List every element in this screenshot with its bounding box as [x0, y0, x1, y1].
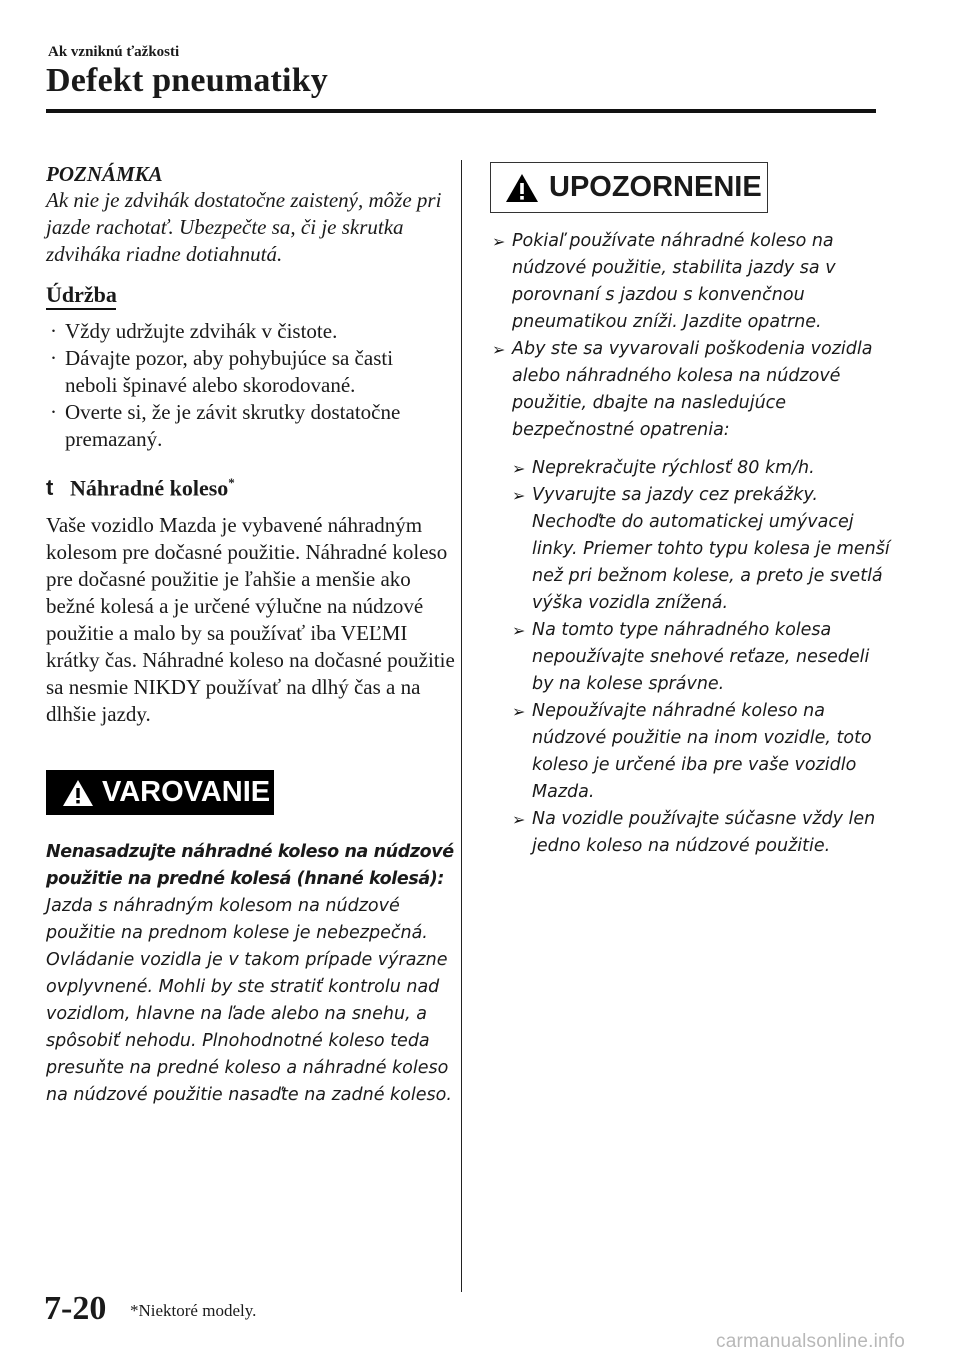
list-item — [46, 399, 446, 453]
list-item — [46, 318, 446, 345]
list-item-text: Na tomto type náhradného kolesa nepoužívajte snehové reťaze, nesedeli by na kolese správne. — [532, 620, 870, 694]
list-item — [492, 336, 892, 444]
list-item — [492, 228, 892, 336]
maintenance-list — [46, 318, 446, 453]
list-item-text: Na vozidle používajte súčasne vždy len jedno koleso na núdzové použitie. — [532, 809, 876, 856]
list-item — [512, 482, 892, 617]
arrow-bullet-icon: ➢ — [512, 486, 526, 505]
watermark: carmanualsonline.info — [716, 1331, 906, 1352]
warning-triangle-icon — [505, 173, 539, 203]
spare-wheel-heading — [46, 475, 235, 501]
warning-label: VAROVANIE — [102, 776, 271, 808]
column-divider — [461, 160, 462, 1292]
spare-wheel-title: Náhradné koleso — [70, 475, 229, 501]
list-item-text: Aby ste sa vyvarovali poškodenia vozidla alebo náhradného kolesa na núdzové použitie, dbajte na nasledujúce bezpečnostné opatrenia: — [512, 339, 873, 440]
bullet-dot-icon: · — [50, 400, 57, 424]
list-item-text: Dávajte pozor, aby pohybujúce sa časti neboli špinavé alebo skorodované. — [65, 346, 394, 397]
list-item — [512, 455, 892, 482]
maintenance-underline — [46, 308, 116, 310]
list-item-text: Vyvarujte sa jazdy cez prekážky. Nechoďte do automatickej umývacej linky. Priemer tohto typu kolesa je menší než pri bežnom kolese, a preto je svetlá výška vozidla znížená. — [532, 485, 890, 613]
caution-list — [492, 228, 892, 444]
list-item-text: Pokiaľ používate náhradné koleso na núdzové použitie, stabilita jazdy sa v porovnaní s jazdou s konvenčnou pneumatikou zníži. Jazdite opatrne. — [512, 231, 836, 332]
list-item — [512, 806, 892, 860]
warning-text: Jazda s náhradným kolesom na núdzové použitie na prednom kolese je nebezpečná. Ovládanie vozidla je v takom prípade výrazne ovplyvnené. Mohli by ste stratiť kontrolu nad vozidlom, hlavne na ľade alebo na snehu, a spôsobiť nehodu. Plnohodnotné koleso teda presuňte na predné koleso a náhradné koleso na núdzové použitie nasaďte na zadné koleso. — [46, 896, 452, 1105]
caution-badge — [490, 162, 768, 213]
spare-wheel-body: Vaše vozidlo Mazda je vybavené náhradným kolesom pre dočasné použitie. Náhradné koleso pre dočasné použitie je ľahšie a menšie ako bežné kolesá a je určené výlučne na núdzové použitie a malo by sa používať iba VEĽMI krátky čas. Náhradné koleso na dočasné použitie sa nesmie NIKDY používať na dlhý čas a na dlhšie jazdy. — [46, 513, 455, 726]
list-item-text: Overte si, že je závit skrutky dostatočne premazaný. — [65, 400, 401, 451]
list-item-text: Nepoužívajte náhradné koleso na núdzové použitie na inom vozidle, toto koleso je určené iba pre vaše vozidlo Mazda. — [532, 701, 872, 802]
list-item — [512, 617, 892, 698]
bullet-dot-icon: · — [50, 346, 57, 370]
list-item-text: Vždy udržujte zdvihák v čistote. — [65, 319, 338, 343]
arrow-bullet-icon: ➢ — [492, 340, 506, 359]
arrow-bullet-icon: ➢ — [512, 810, 526, 829]
arrow-bullet-icon: ➢ — [492, 232, 506, 251]
list-item-text: Neprekračujte rýchlosť 80 km/h. — [532, 458, 815, 478]
warning-lead: Nenasadzujte náhradné koleso na núdzové použitie na predné kolesá (hnané kolesá): — [46, 842, 454, 889]
section-marker: t — [46, 475, 54, 501]
caution-sub-list — [512, 455, 892, 860]
footnote-asterisk: * — [228, 475, 235, 490]
list-item — [46, 345, 446, 399]
maintenance-title: Údržba — [46, 282, 117, 307]
section-label: Ak vzniknú ťažkosti — [48, 44, 180, 60]
title-rule — [46, 109, 876, 113]
warning-badge — [46, 770, 274, 815]
footnote: *Niektoré modely. — [130, 1301, 257, 1320]
page-title: Defekt pneumatiky — [46, 62, 329, 99]
arrow-bullet-icon: ➢ — [512, 702, 526, 721]
arrow-bullet-icon: ➢ — [512, 459, 526, 478]
list-item — [512, 698, 892, 806]
warning-body — [46, 839, 456, 1109]
warning-triangle-icon — [62, 779, 94, 807]
bullet-dot-icon: · — [50, 319, 57, 343]
caution-label: UPOZORNENIE — [549, 171, 762, 203]
arrow-bullet-icon: ➢ — [512, 621, 526, 640]
note-body: Ak nie je zdvihák dostatočne zaistený, môže pri jazde rachotať. Ubezpečte sa, či je skrutka zdviháka riadne dotiahnutá. — [46, 188, 442, 266]
page-number: 7-20 — [44, 1290, 107, 1327]
note-title: POZNÁMKA — [46, 162, 163, 186]
